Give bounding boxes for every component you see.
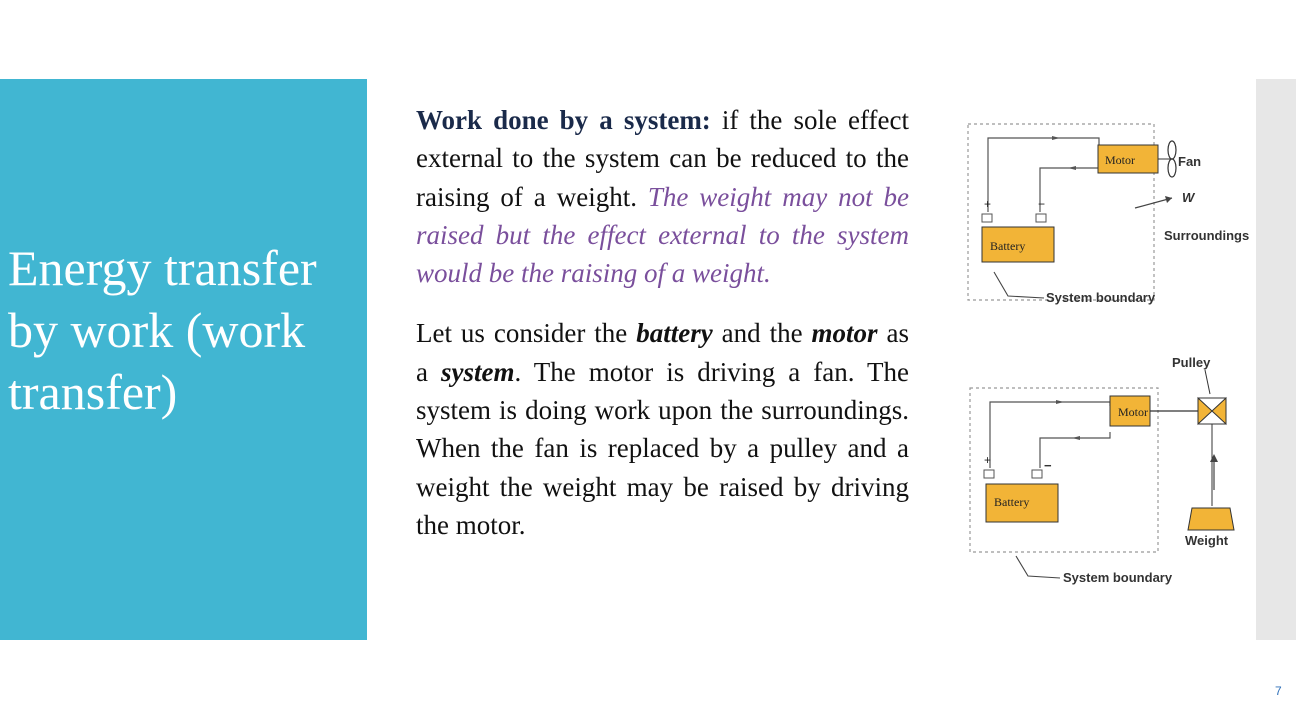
page-number: 7	[1275, 684, 1282, 698]
pulley-label: Pulley	[1172, 355, 1211, 370]
paragraph-2-t3: as a	[416, 318, 909, 387]
pulley-icon	[1198, 398, 1226, 424]
boundary-pointer	[1016, 556, 1060, 578]
boundary-label: System boundary	[1046, 290, 1156, 305]
paragraph-1-text: if the sole effect external to the system can be reduced to the raising of a weight.	[416, 105, 909, 212]
arrow-icon	[1165, 196, 1172, 203]
boundary-pointer	[994, 272, 1044, 298]
arrow-icon	[1068, 166, 1076, 170]
paragraph-2-t4: . The motor is driving a fan. The system is doing work upon the surroundings. When the fan is replaced by a pulley and a weight the weight may be raised by driving the motor.	[416, 356, 910, 540]
arrow-icon	[1072, 436, 1080, 440]
paragraph-2-t2: and the	[712, 318, 812, 349]
diagram-fan	[960, 110, 1250, 320]
battery-terminal-minus	[1032, 470, 1042, 478]
boundary-label: System boundary	[1063, 570, 1173, 585]
body-text	[416, 101, 909, 544]
paragraph-2-t1: Let us consider the	[416, 318, 637, 349]
weight-label: Weight	[1185, 533, 1229, 548]
paragraph-2-motor: motor	[811, 318, 878, 349]
arrow-icon	[1052, 136, 1060, 140]
weight-block	[1188, 508, 1234, 530]
paragraph-2	[416, 314, 909, 544]
pulley-pointer	[1205, 370, 1210, 394]
paragraph-1	[416, 101, 909, 292]
minus-sign: −	[1044, 458, 1052, 473]
arrow-icon	[1056, 400, 1064, 404]
paragraph-1-italic: The weight may not be raised but the effect external to the system would be the raising of a weight.	[416, 181, 910, 289]
paragraph-1-lead: Work done by a system:	[416, 105, 711, 135]
minus-sign: −	[1038, 197, 1046, 211]
battery-terminal-minus	[1036, 214, 1046, 222]
plus-sign: +	[984, 453, 992, 467]
right-strip	[1256, 79, 1296, 640]
battery-terminal-plus	[982, 214, 992, 222]
arrow-up-icon	[1210, 454, 1218, 462]
battery-label: Battery	[990, 239, 1026, 253]
paragraph-2-system: system	[441, 356, 515, 387]
paragraph-2-battery: battery	[636, 318, 713, 349]
surroundings-label: Surroundings	[1164, 228, 1250, 243]
plus-sign: +	[984, 197, 992, 211]
work-label: W	[1182, 190, 1195, 205]
diagram-pulley	[960, 350, 1250, 600]
fan-icon	[1158, 141, 1176, 177]
wire-bottom	[1040, 162, 1099, 212]
motor-label: Motor	[1105, 153, 1135, 167]
motor-label: Motor	[1118, 405, 1148, 419]
battery-label: Battery	[994, 495, 1030, 509]
battery-terminal-plus	[984, 470, 994, 478]
fan-label: Fan	[1178, 154, 1202, 169]
slide-title: Energy transfer by work (work transfer)	[8, 240, 317, 420]
